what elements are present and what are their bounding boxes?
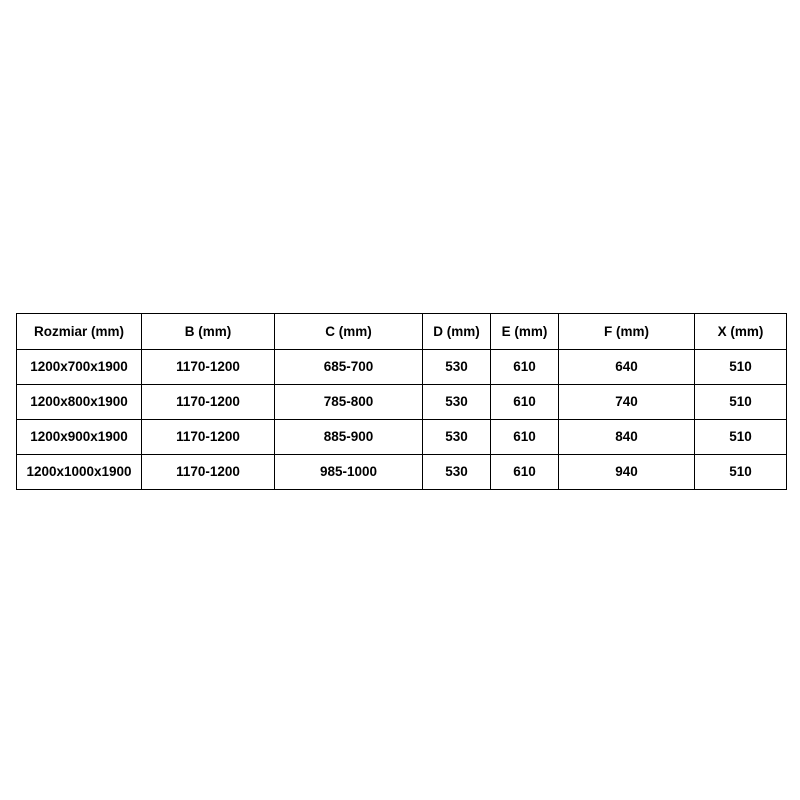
- specification-table: [16, 313, 787, 490]
- cell-d: 530: [423, 455, 491, 490]
- spec-table-container: [16, 313, 786, 490]
- table-row: [17, 385, 787, 420]
- cell-c: 885-900: [275, 420, 423, 455]
- table-header-row: [17, 314, 787, 350]
- cell-x: 510: [695, 385, 787, 420]
- cell-x: 510: [695, 455, 787, 490]
- cell-b: 1170-1200: [142, 385, 275, 420]
- column-header-x: X (mm): [695, 314, 787, 350]
- column-header-b: B (mm): [142, 314, 275, 350]
- cell-e: 610: [491, 455, 559, 490]
- column-header-d: D (mm): [423, 314, 491, 350]
- cell-e: 610: [491, 420, 559, 455]
- cell-e: 610: [491, 350, 559, 385]
- cell-c: 685-700: [275, 350, 423, 385]
- cell-e: 610: [491, 385, 559, 420]
- table-body: [17, 350, 787, 490]
- cell-d: 530: [423, 385, 491, 420]
- table-header: [17, 314, 787, 350]
- table-row: [17, 350, 787, 385]
- cell-size: 1200x1000x1900: [17, 455, 142, 490]
- cell-c: 785-800: [275, 385, 423, 420]
- column-header-f: F (mm): [559, 314, 695, 350]
- cell-f: 940: [559, 455, 695, 490]
- column-header-size: Rozmiar (mm): [17, 314, 142, 350]
- cell-d: 530: [423, 350, 491, 385]
- cell-x: 510: [695, 350, 787, 385]
- cell-d: 530: [423, 420, 491, 455]
- cell-size: 1200x800x1900: [17, 385, 142, 420]
- cell-b: 1170-1200: [142, 350, 275, 385]
- table-row: [17, 455, 787, 490]
- table-row: [17, 420, 787, 455]
- cell-c: 985-1000: [275, 455, 423, 490]
- cell-f: 740: [559, 385, 695, 420]
- cell-x: 510: [695, 420, 787, 455]
- column-header-c: C (mm): [275, 314, 423, 350]
- cell-size: 1200x700x1900: [17, 350, 142, 385]
- cell-b: 1170-1200: [142, 455, 275, 490]
- cell-b: 1170-1200: [142, 420, 275, 455]
- cell-f: 640: [559, 350, 695, 385]
- cell-f: 840: [559, 420, 695, 455]
- cell-size: 1200x900x1900: [17, 420, 142, 455]
- column-header-e: E (mm): [491, 314, 559, 350]
